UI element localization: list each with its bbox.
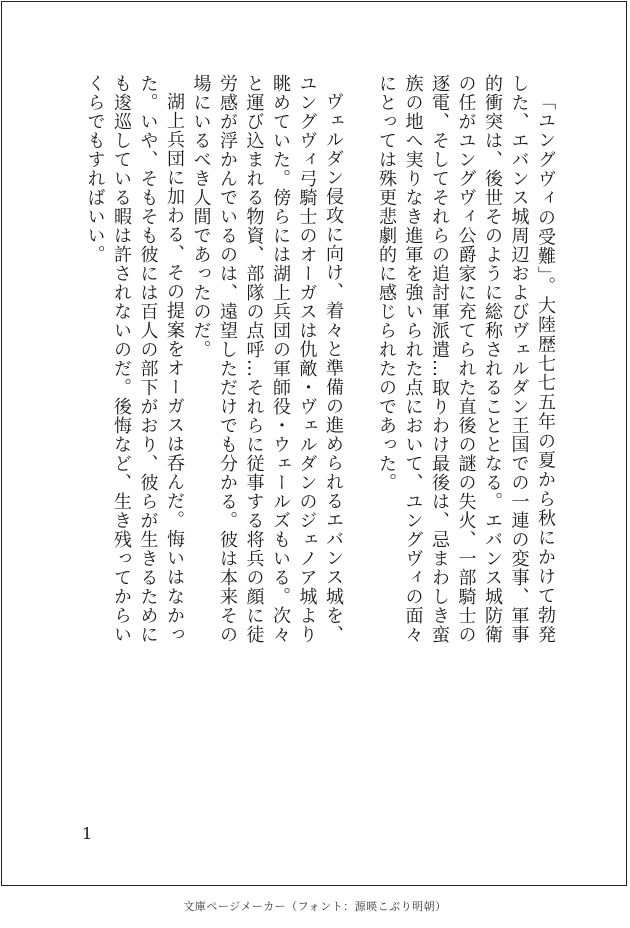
page-frame [1,1,627,886]
page-number: 1 [82,824,93,843]
footer-credit: 文庫ページメーカー（フォント：源暎こぶり明朝） [183,900,447,913]
paragraph-spacer [346,74,373,644]
paragraph-1: 「ユングヴィの受難」。大陸歴七七五年の夏から秋にかけて勃発した、エバンス城周辺およびヴェルダン王国での一連の変事、軍事的衝突は、後世そのように総称されることとなる。エバンス城防衛の任がユングヴィ公爵家に充てられた直後の謎の失火、一部騎士の逐電、そしてそれらの追討軍派遣…取りわけ最後は、忌まわしき蛮族の地へ実りなき進軍を強いられた点において、ユングヴィの面々にとっては殊更悲劇的に感じられたのであった。 [376,74,556,644]
paragraph-3: 湖上兵団に加わる、その提案をオーガスは呑んだ。悔いはなかった。いや、そもそも彼には百人の部下がおり、彼らが生きるためにも逡巡している暇は許されないのだ。後悔など、生き残ってからいくらでもすればいい。 [84,74,185,644]
body-text [78,74,558,644]
paragraph-2: ヴェルダン侵攻に向け、着々と準備の進められるエバンス城を、ユングヴィ弓騎士のオーガスは仇敵・ヴェルダンのジェノア城より眺めていた。傍らには湖上兵団の軍師役・ウェールズもいる。次々と運び込まれる物資、部隊の点呼…それらに従事する将兵の顔に徒労感が浮かんでいるのは、遠望しただけでも分かる。彼は本来その場にいるべき人間であったのだ。 [190,74,344,644]
